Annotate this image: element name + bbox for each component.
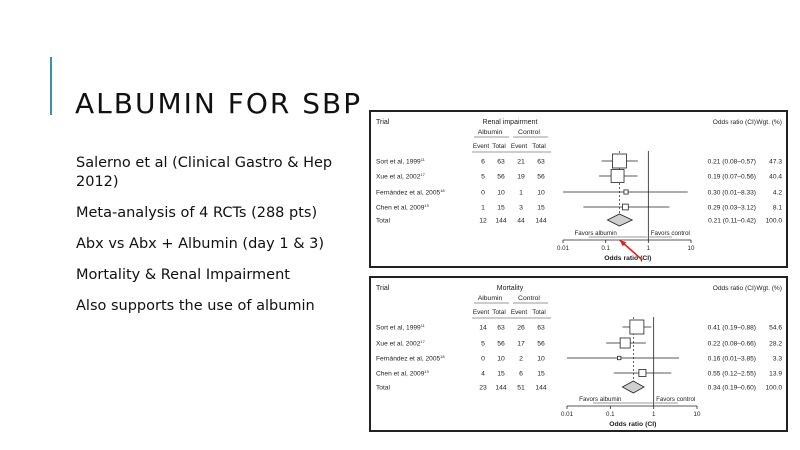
study-name: Chen et al, 2009$^{19}$ <box>376 203 429 212</box>
point-estimate-marker <box>639 369 646 376</box>
point-estimate-marker <box>624 190 628 194</box>
albumin-total: 10 <box>497 355 505 363</box>
albumin-total: 144 <box>495 384 507 392</box>
albumin-total: 63 <box>497 158 505 166</box>
odds-ratio-ci: 0.29 (0.03–3.12) <box>707 204 756 212</box>
odds-ratio-ci: 0.21 (0.08–0.57) <box>707 158 756 166</box>
col-header-odds-ratio: Odds ratio (CI) <box>712 119 756 126</box>
albumin-event: 14 <box>479 324 487 332</box>
col-header-event: Event <box>472 309 490 316</box>
albumin-total: 15 <box>497 370 505 378</box>
study-name: Xue et al, 2002$^{17}$ <box>376 339 425 348</box>
group-label-control: Control <box>518 129 540 136</box>
odds-ratio-ci: 0.41 (0.19–0.88) <box>707 324 756 332</box>
reference-superscript: 11 <box>420 323 425 328</box>
x-tick-label: 10 <box>693 411 701 418</box>
forest-svg <box>371 112 786 266</box>
control-event: 26 <box>517 324 525 332</box>
weight-percent: 13.9 <box>769 370 782 378</box>
odds-ratio-ci: 0.55 (0.12–2.55) <box>707 370 756 378</box>
albumin-event: 6 <box>481 158 485 166</box>
study-name: Sort et al, 1999$^{11}$ <box>376 157 425 166</box>
albumin-event: 0 <box>481 189 485 197</box>
reference-superscript: 19 <box>424 369 429 374</box>
col-header-total: Total <box>492 143 506 150</box>
study-name: Sort et al, 1999$^{11}$ <box>376 323 425 332</box>
weight-percent: 3.3 <box>772 355 782 363</box>
col-header-event: Event <box>510 143 528 150</box>
total-row <box>376 214 782 226</box>
forest-plot-mortality <box>369 276 788 432</box>
albumin-total: 56 <box>497 173 505 181</box>
x-tick-label: 1 <box>651 411 656 418</box>
albumin-total: 56 <box>497 340 505 348</box>
group-label-albumin: Albumin <box>477 295 503 302</box>
albumin-total: 63 <box>497 324 505 332</box>
col-header-total: Total <box>532 143 546 150</box>
study-name: Chen et al, 2009$^{19}$ <box>376 369 429 378</box>
col-header-weight: Wgt. (%) <box>756 285 782 292</box>
weight-percent: 28.2 <box>769 340 782 348</box>
reference-superscript: 19 <box>424 203 429 208</box>
albumin-event: 5 <box>481 340 485 348</box>
col-header-event: Event <box>510 309 528 316</box>
control-event: 44 <box>517 217 525 225</box>
control-total: 144 <box>535 217 547 225</box>
reference-superscript: 17 <box>420 339 425 344</box>
x-tick-label: 0.1 <box>606 411 615 418</box>
control-total: 10 <box>537 189 545 197</box>
control-total: 10 <box>537 355 545 363</box>
weight-percent: 47.3 <box>769 158 782 166</box>
x-axis-label: Odds ratio (CI) <box>609 421 657 428</box>
reference-superscript: 18 <box>440 188 445 193</box>
bullet-list <box>76 154 366 328</box>
study-row <box>376 354 782 363</box>
odds-ratio-ci: 0.19 (0.07–0.56) <box>707 173 756 181</box>
study-row <box>376 338 782 348</box>
col-header-odds-ratio: Odds ratio (CI) <box>712 285 756 292</box>
bullet-source: Salerno et al (Clinical Gastro & Hep 2012) <box>76 155 333 190</box>
study-name: Fernández et al, 2005$^{18}$ <box>376 354 445 363</box>
control-event: 2 <box>519 355 523 363</box>
col-header-weight: Wgt. (%) <box>756 119 782 126</box>
albumin-total: 15 <box>497 204 505 212</box>
total-label: Total <box>376 384 390 392</box>
albumin-event: 0 <box>481 355 485 363</box>
albumin-event: 4 <box>481 370 485 378</box>
weight-percent: 40.4 <box>769 173 782 181</box>
odds-ratio-ci: 0.22 (0.08–0.66) <box>707 340 756 348</box>
col-header-trial: Trial <box>376 285 390 292</box>
control-event: 17 <box>517 340 525 348</box>
control-total: 144 <box>535 384 547 392</box>
weight-percent: 4.2 <box>772 189 782 197</box>
point-estimate-marker <box>622 204 628 210</box>
favors-control-label: Favors control <box>656 396 696 403</box>
albumin-total: 144 <box>495 217 507 225</box>
control-total: 15 <box>537 370 545 378</box>
col-header-event: Event <box>472 143 490 150</box>
albumin-event: 23 <box>479 384 487 392</box>
reference-superscript: 17 <box>420 172 425 177</box>
forest-svg <box>371 278 786 430</box>
title-accent-bar <box>50 57 52 115</box>
study-row <box>376 188 782 197</box>
total-row <box>376 381 782 393</box>
outcome-title: Renal impairment <box>482 119 538 126</box>
x-tick-label: 10 <box>687 245 695 252</box>
study-row <box>376 154 782 168</box>
control-event: 21 <box>517 158 525 166</box>
x-tick-label: 1 <box>646 245 651 252</box>
reference-superscript: 18 <box>440 354 445 359</box>
weight-percent: 8.1 <box>772 204 782 212</box>
study-row <box>376 320 782 334</box>
control-event: 51 <box>517 384 525 392</box>
weight-percent: 100.0 <box>765 217 782 225</box>
x-tick-label: 0.01 <box>560 411 574 418</box>
group-label-albumin: Albumin <box>477 129 503 136</box>
favors-albumin-label: Favors albumin <box>579 396 622 403</box>
point-estimate-marker <box>611 170 624 183</box>
favors-albumin-label: Favors albumin <box>574 230 617 237</box>
study-row <box>376 203 782 212</box>
favors-control-label: Favors control <box>650 230 690 237</box>
bullet-meta-analysis: Meta-analysis of 4 RCTs (288 pts) <box>76 205 318 221</box>
forest-plot-renal-impairment <box>369 110 788 268</box>
weight-percent: 100.0 <box>765 384 782 392</box>
control-total: 56 <box>537 340 545 348</box>
bullet-conclusion: Also supports the use of albumin <box>76 298 315 314</box>
odds-ratio-ci: 0.16 (0.01–3.85) <box>707 355 756 363</box>
outcome-title: Mortality <box>496 285 524 292</box>
group-label-control: Control <box>518 295 540 302</box>
study-name: Xue et al, 2002$^{17}$ <box>376 172 425 181</box>
control-event: 3 <box>519 204 523 212</box>
control-event: 6 <box>519 370 523 378</box>
x-tick-label: 0.1 <box>601 245 610 252</box>
control-event: 1 <box>519 189 523 197</box>
odds-ratio-ci: 0.30 (0.01–8.33) <box>707 189 756 197</box>
control-total: 63 <box>537 324 545 332</box>
control-event: 19 <box>517 173 525 181</box>
weight-percent: 54.6 <box>769 324 782 332</box>
control-total: 63 <box>537 158 545 166</box>
point-estimate-marker <box>630 320 644 334</box>
x-axis-label: Odds ratio (CI) <box>604 255 652 262</box>
pooled-diamond <box>622 381 644 393</box>
x-tick-label: 0.01 <box>556 245 570 252</box>
slide-title: ALBUMIN FOR SBP <box>75 86 363 120</box>
control-total: 56 <box>537 173 545 181</box>
bullet-comparison: Abx vs Abx + Albumin (day 1 & 3) <box>76 236 324 252</box>
albumin-event: 12 <box>479 217 487 225</box>
albumin-event: 1 <box>481 204 485 212</box>
odds-ratio-ci: 0.21 (0.11–0.42) <box>708 217 756 225</box>
study-name: Fernández et al, 2005$^{18}$ <box>376 188 445 197</box>
point-estimate-marker <box>617 356 620 359</box>
point-estimate-marker <box>612 154 626 168</box>
bullet-outcomes: Mortality & Renal Impairment <box>76 267 290 283</box>
control-total: 15 <box>537 204 545 212</box>
col-header-trial: Trial <box>376 119 390 126</box>
albumin-total: 10 <box>497 189 505 197</box>
pooled-diamond <box>607 214 632 226</box>
point-estimate-marker <box>620 338 630 348</box>
study-row <box>376 170 782 183</box>
reference-superscript: 11 <box>420 157 425 162</box>
odds-ratio-ci: 0.34 (0.19–0.60) <box>707 384 756 392</box>
col-header-total: Total <box>492 309 506 316</box>
total-label: Total <box>376 217 390 225</box>
study-row <box>376 369 782 378</box>
col-header-total: Total <box>532 309 546 316</box>
albumin-event: 5 <box>481 173 485 181</box>
